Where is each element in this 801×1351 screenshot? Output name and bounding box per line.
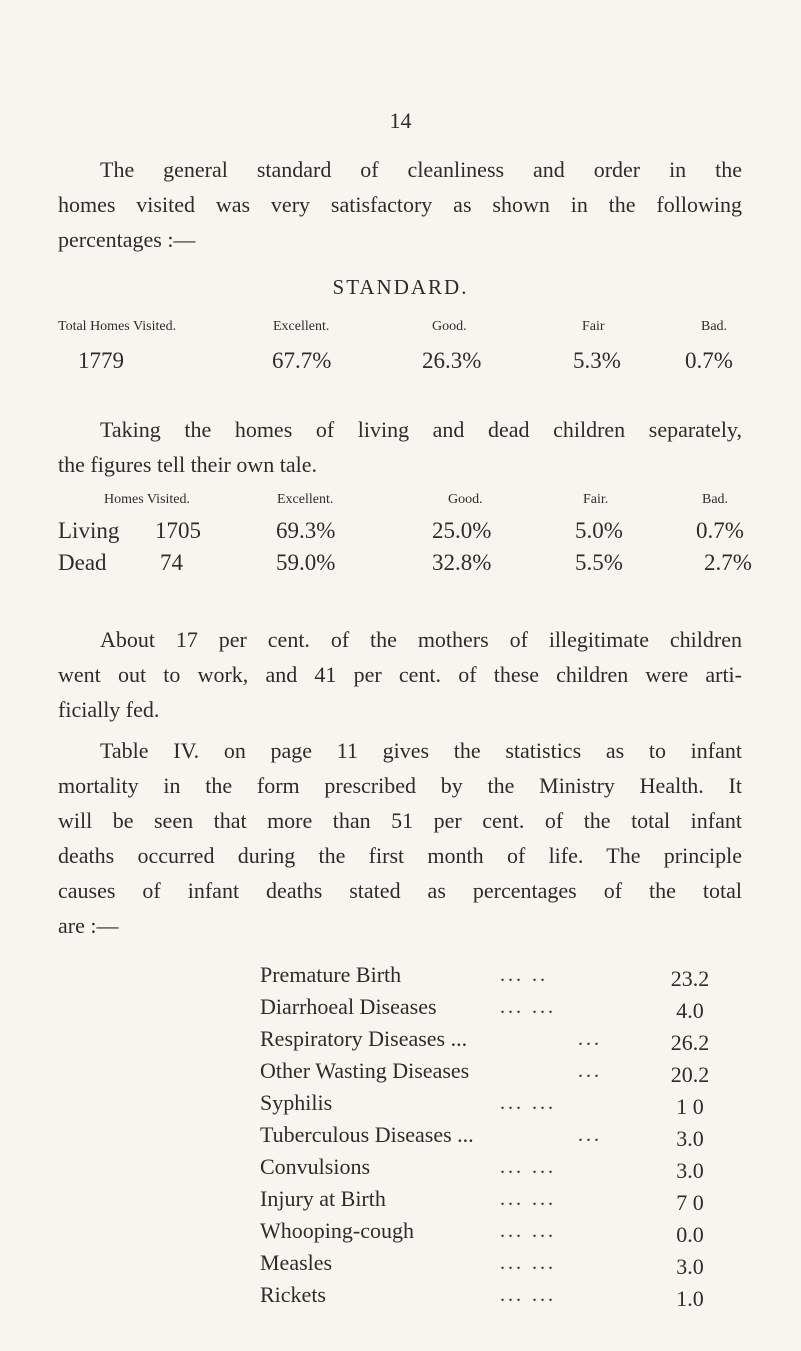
cause-name: Other Wasting Diseases xyxy=(260,1058,470,1083)
separately-paragraph xyxy=(58,412,742,482)
leader-dots: ... xyxy=(578,1028,602,1050)
leader-dots: ... ... xyxy=(500,1220,556,1242)
cause-name: Measles xyxy=(260,1250,333,1275)
cause-name: Syphilis xyxy=(260,1090,333,1115)
header-bad: Bad. xyxy=(701,319,728,334)
value-bad: 0.7% xyxy=(685,348,733,373)
cause-name: Respiratory Diseases ... xyxy=(260,1026,468,1051)
intro-line: homes visited was very satisfactory as shown in the following xyxy=(58,192,742,217)
standard-heading: STANDARD. xyxy=(332,275,469,299)
leader-dots: ... xyxy=(578,1060,602,1082)
page-number: 14 xyxy=(389,108,412,133)
intro-line: percentages :— xyxy=(58,227,196,252)
table4-line: mortality in the form prescribed by the Ministry Health. It xyxy=(58,773,742,798)
cause-name: Rickets xyxy=(260,1282,326,1307)
cause-name: Tuberculous Diseases ... xyxy=(260,1122,474,1147)
separately-line: the figures tell their own tale. xyxy=(58,452,318,477)
cause-value: 26.2 xyxy=(670,1030,710,1055)
header-good: Good. xyxy=(432,319,467,334)
value-excellent: 67.7% xyxy=(272,348,332,373)
table4-line: Table IV. on page 11 gives the statistics as to infant xyxy=(100,738,742,763)
intro-paragraph xyxy=(58,152,742,257)
living-homes: 1705 xyxy=(155,518,201,543)
cause-value: 7 0 xyxy=(676,1190,704,1215)
header-homes-visited: Homes Visited. xyxy=(104,492,191,507)
header-excellent: Excellent. xyxy=(277,492,334,507)
cause-value: 0.0 xyxy=(676,1222,704,1247)
separately-line: Taking the homes of living and dead children separately, xyxy=(100,417,742,442)
living-fair: 5.0% xyxy=(575,518,623,543)
value-total-homes: 1779 xyxy=(78,348,124,373)
cause-name: Diarrhoeal Diseases xyxy=(260,994,437,1019)
living-excellent: 69.3% xyxy=(276,518,336,543)
header-total-homes: Total Homes Visited. xyxy=(58,319,177,334)
header-fair: Fair xyxy=(582,319,605,334)
cause-value: 3.0 xyxy=(676,1254,704,1279)
leader-dots: ... ... xyxy=(500,1252,556,1274)
leader-dots: ... ... xyxy=(500,1284,556,1306)
mothers-line: ficially fed. xyxy=(58,697,160,722)
table4-line: deaths occurred during the first month of life. The principle xyxy=(58,843,742,868)
row-label-living: Living xyxy=(58,518,120,543)
mothers-paragraph xyxy=(58,622,742,727)
intro-line: The general standard of cleanliness and order in the xyxy=(100,157,742,182)
leader-dots: ... ... xyxy=(500,1188,556,1210)
leader-dots: ... ... xyxy=(500,1092,556,1114)
header-excellent: Excellent. xyxy=(273,319,330,334)
cause-value: 1 0 xyxy=(676,1094,704,1119)
cause-value: 3.0 xyxy=(676,1126,704,1151)
cause-name: Premature Birth xyxy=(260,962,402,987)
living-good: 25.0% xyxy=(432,518,492,543)
header-good: Good. xyxy=(448,492,483,507)
leader-dots: ... ... xyxy=(500,1156,556,1178)
mothers-line: went out to work, and 41 per cent. of these children were arti- xyxy=(58,662,742,687)
dead-excellent: 59.0% xyxy=(276,550,336,575)
cause-value: 4.0 xyxy=(676,998,704,1023)
leader-dots: ... .. xyxy=(500,964,548,986)
cause-value: 20.2 xyxy=(670,1062,710,1087)
leader-dots: ... xyxy=(578,1124,602,1146)
row-label-dead: Dead xyxy=(58,550,107,575)
value-good: 26.3% xyxy=(422,348,482,373)
mothers-line: About 17 per cent. of the mothers of illegitimate children xyxy=(100,627,742,652)
value-fair: 5.3% xyxy=(573,348,621,373)
dead-bad: 2.7% xyxy=(704,550,752,575)
cause-value: 23.2 xyxy=(670,966,710,991)
header-fair: Fair. xyxy=(583,492,609,507)
table4-line: will be seen that more than 51 per cent. of the total infant xyxy=(58,808,742,833)
cause-name: Convulsions xyxy=(260,1154,371,1179)
cause-name: Injury at Birth xyxy=(260,1186,386,1211)
living-bad: 0.7% xyxy=(696,518,744,543)
cause-name: Whooping-cough xyxy=(260,1218,414,1243)
cause-value: 1.0 xyxy=(676,1286,704,1311)
table4-line: are :— xyxy=(58,913,119,938)
table4-paragraph xyxy=(58,733,742,943)
dead-good: 32.8% xyxy=(432,550,492,575)
dead-homes: 74 xyxy=(160,550,183,575)
table4-line: causes of infant deaths stated as percentages of the total xyxy=(58,878,742,903)
cause-value: 3.0 xyxy=(676,1158,704,1183)
leader-dots: ... ... xyxy=(500,996,556,1018)
header-bad: Bad. xyxy=(702,492,729,507)
dead-fair: 5.5% xyxy=(575,550,623,575)
